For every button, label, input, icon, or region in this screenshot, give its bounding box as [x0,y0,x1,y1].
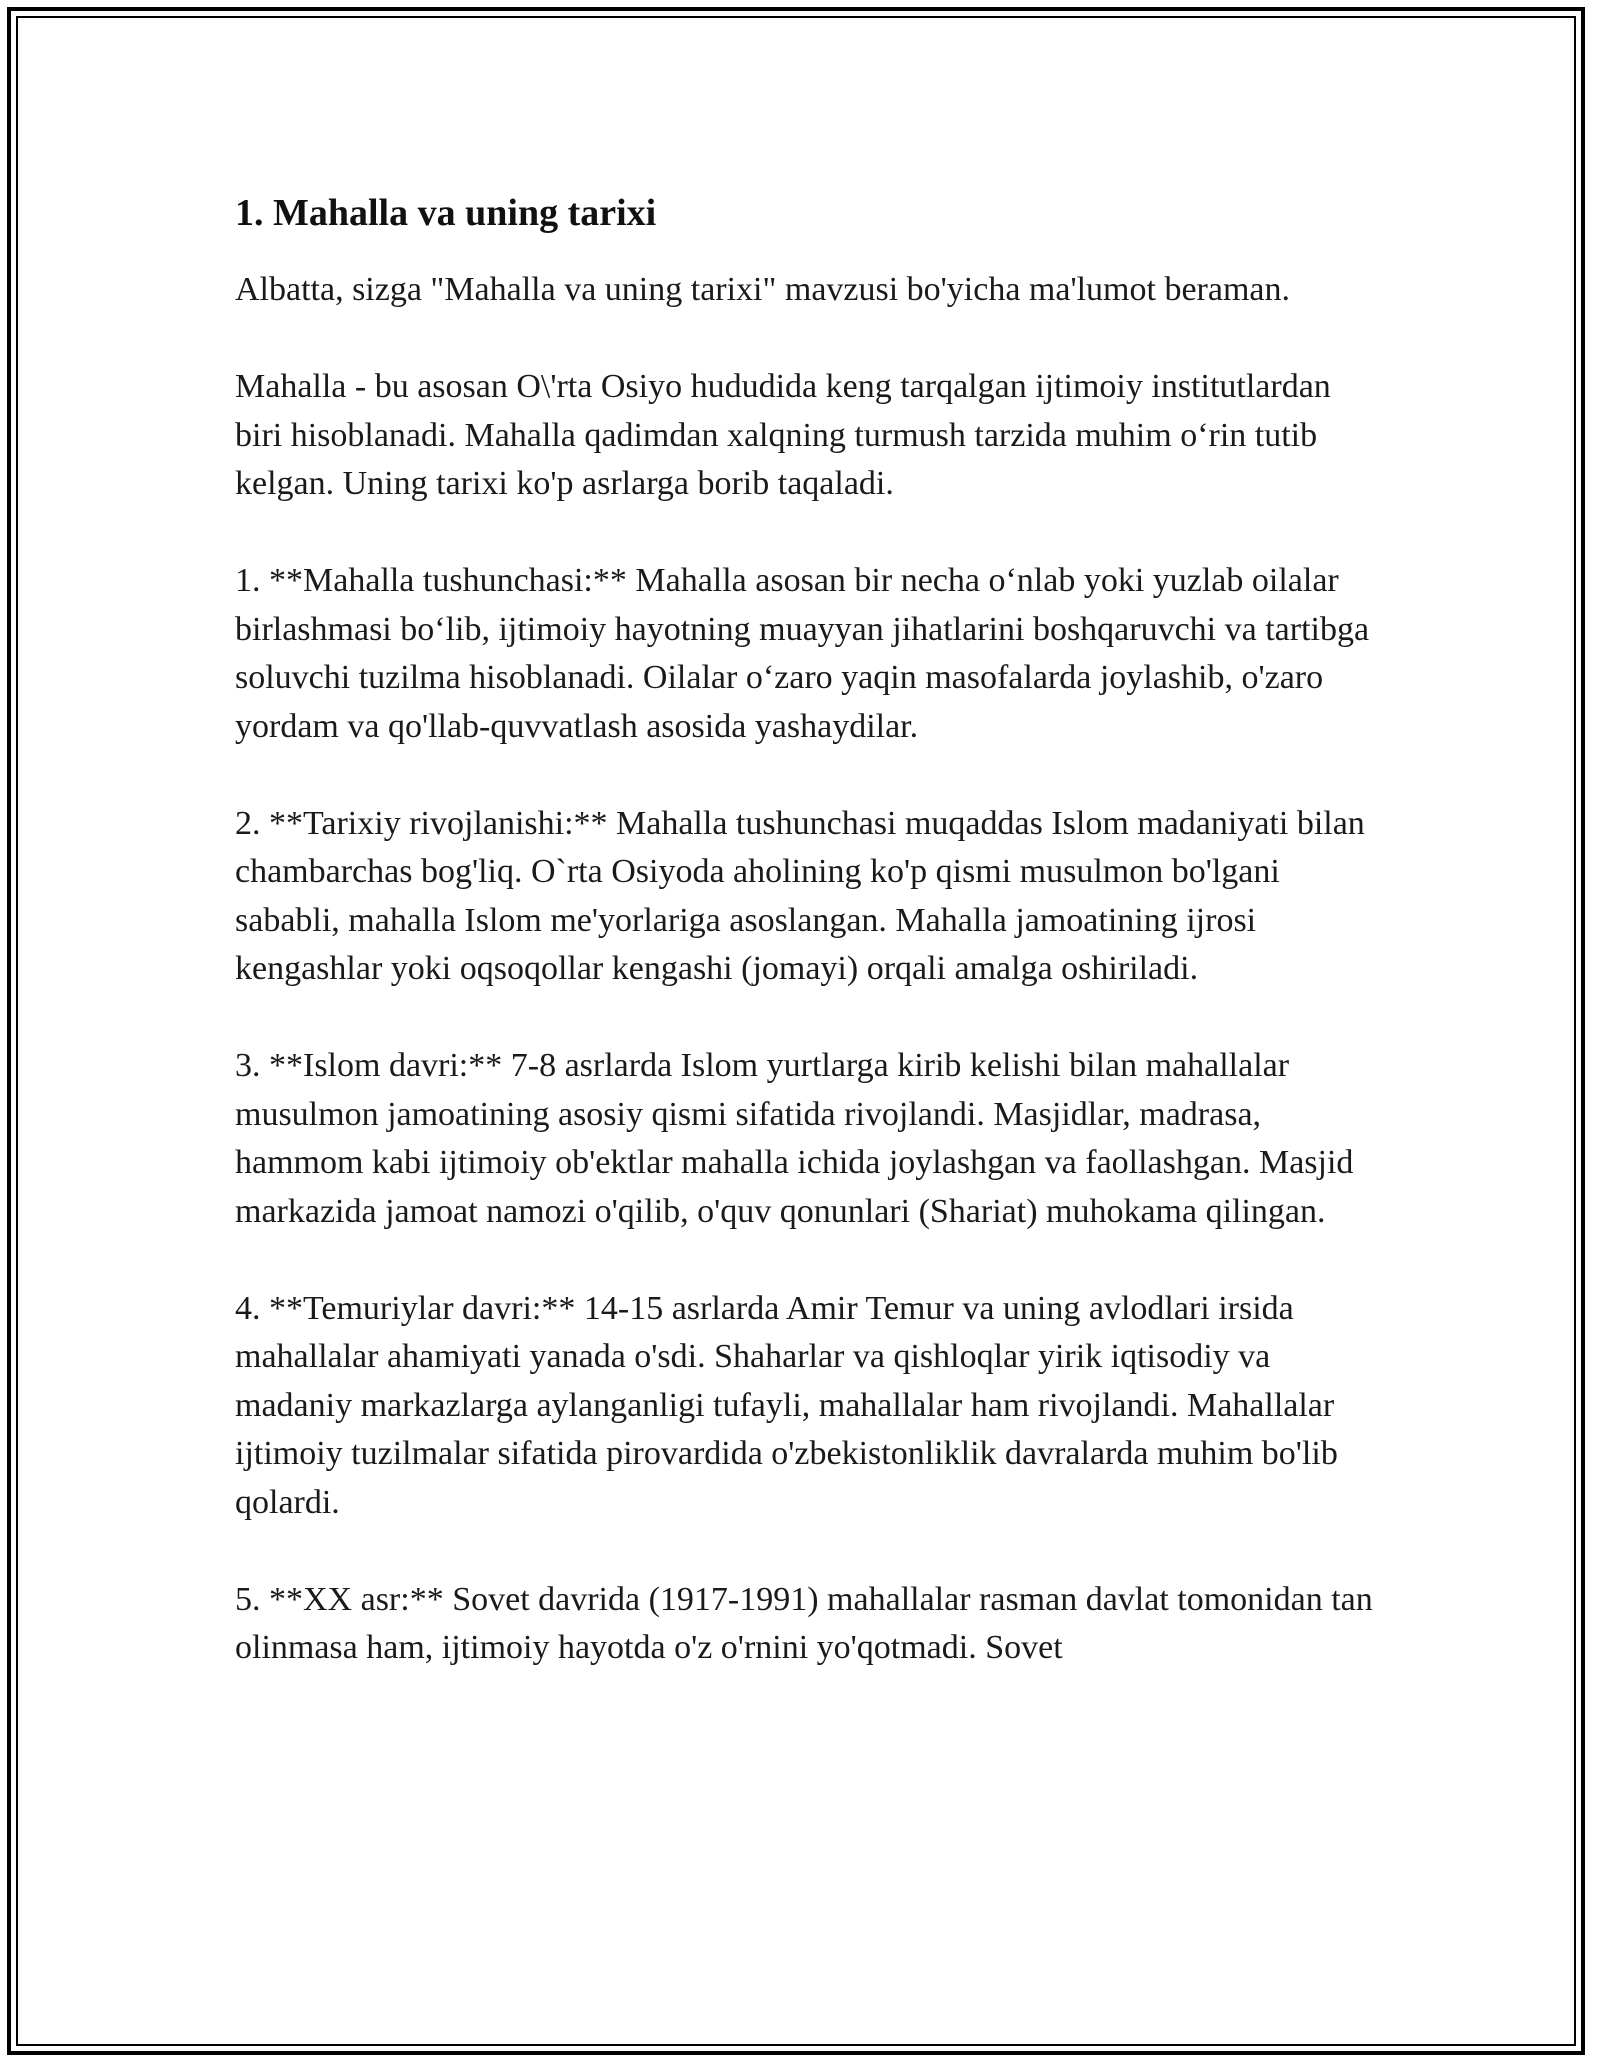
paragraph-intro: Albatta, sizga "Mahalla va uning tarixi" mavzusi bo'yicha ma'lumot beraman. [235,271,1290,308]
paragraph-item-5: 5. **XX asr:** Sovet davrida (1917-1991) mahallalar rasman davlat tomonidan tan olinmasa ham, ijtimoiy hayotda o'z o'rnini yo'qotmadi. Sovet [235,1580,1373,1666]
paragraph-item-2: 2. **Tarixiy rivojlanishi:** Mahalla tushunchasi muqaddas Islom madaniyati bilan chambarchas bog'liq. O`rta Osiyoda aholining ko'p qismi musulmon bo'lgani sababli, mahalla Islom me'yorlariga asoslangan. Mahalla jamoatining ijrosi kengashlar yoki oqsoqollar kengashi (jomayi) orqali amalga oshiriladi. [235,804,1365,987]
paragraph-item-1: 1. **Mahalla tushunchasi:** Mahalla asosan bir necha o‘nlab yoki yuzlab oilalar birlashmasi bo‘lib, ijtimoiy hayotning muayyan jihatlarini boshqaruvchi va tartibga soluvchi tuzilma hisoblanadi. Oilalar o‘zaro yaqin masofalarda joylashib, o'zaro yordam va qo'llab-quvvatlash asosida yashaydilar. [235,562,1370,745]
document-title: 1. Mahalla va uning tarixi [235,192,657,234]
document-body [235,188,1385,1721]
paragraph-item-3: 3. **Islom davri:** 7-8 asrlarda Islom yurtlarga kirib kelishi bilan mahallalar musulmon jamoatining asosiy qismi sifatida rivojlandi. Masjidlar, madrasa, hammom kabi ijtimoiy ob'ektlar mahalla ichida joylashgan va faollashgan. Masjid markazida jamoat namozi o'qilib, o'quv qonunlari (Shariat) muhokama qilingan. [235,1047,1354,1230]
paragraph-item-4: 4. **Temuriylar davri:** 14-15 asrlarda Amir Temur va uning avlodlari irsida mahallalar ahamiyati yanada o'sdi. Shaharlar va qishloqlar yirik iqtisodiy va madaniy markazlarga aylanganligi tufayli, mahallalar ham rivojlandi. Mahallalar ijtimoiy tuzilmalar sifatida pirovardida o'zbekistonliklik davralarda muhim bo'lib qolardi. [235,1289,1338,1521]
paragraph-definition: Mahalla - bu asosan O\'rta Osiyo hududida keng tarqalgan ijtimoiy institutlardan biri hisoblanadi. Mahalla qadimdan xalqning turmush tarzida muhim o‘rin tutib kelgan. Uning tarixi ko'p asrlarga borib taqaladi. [235,368,1331,502]
